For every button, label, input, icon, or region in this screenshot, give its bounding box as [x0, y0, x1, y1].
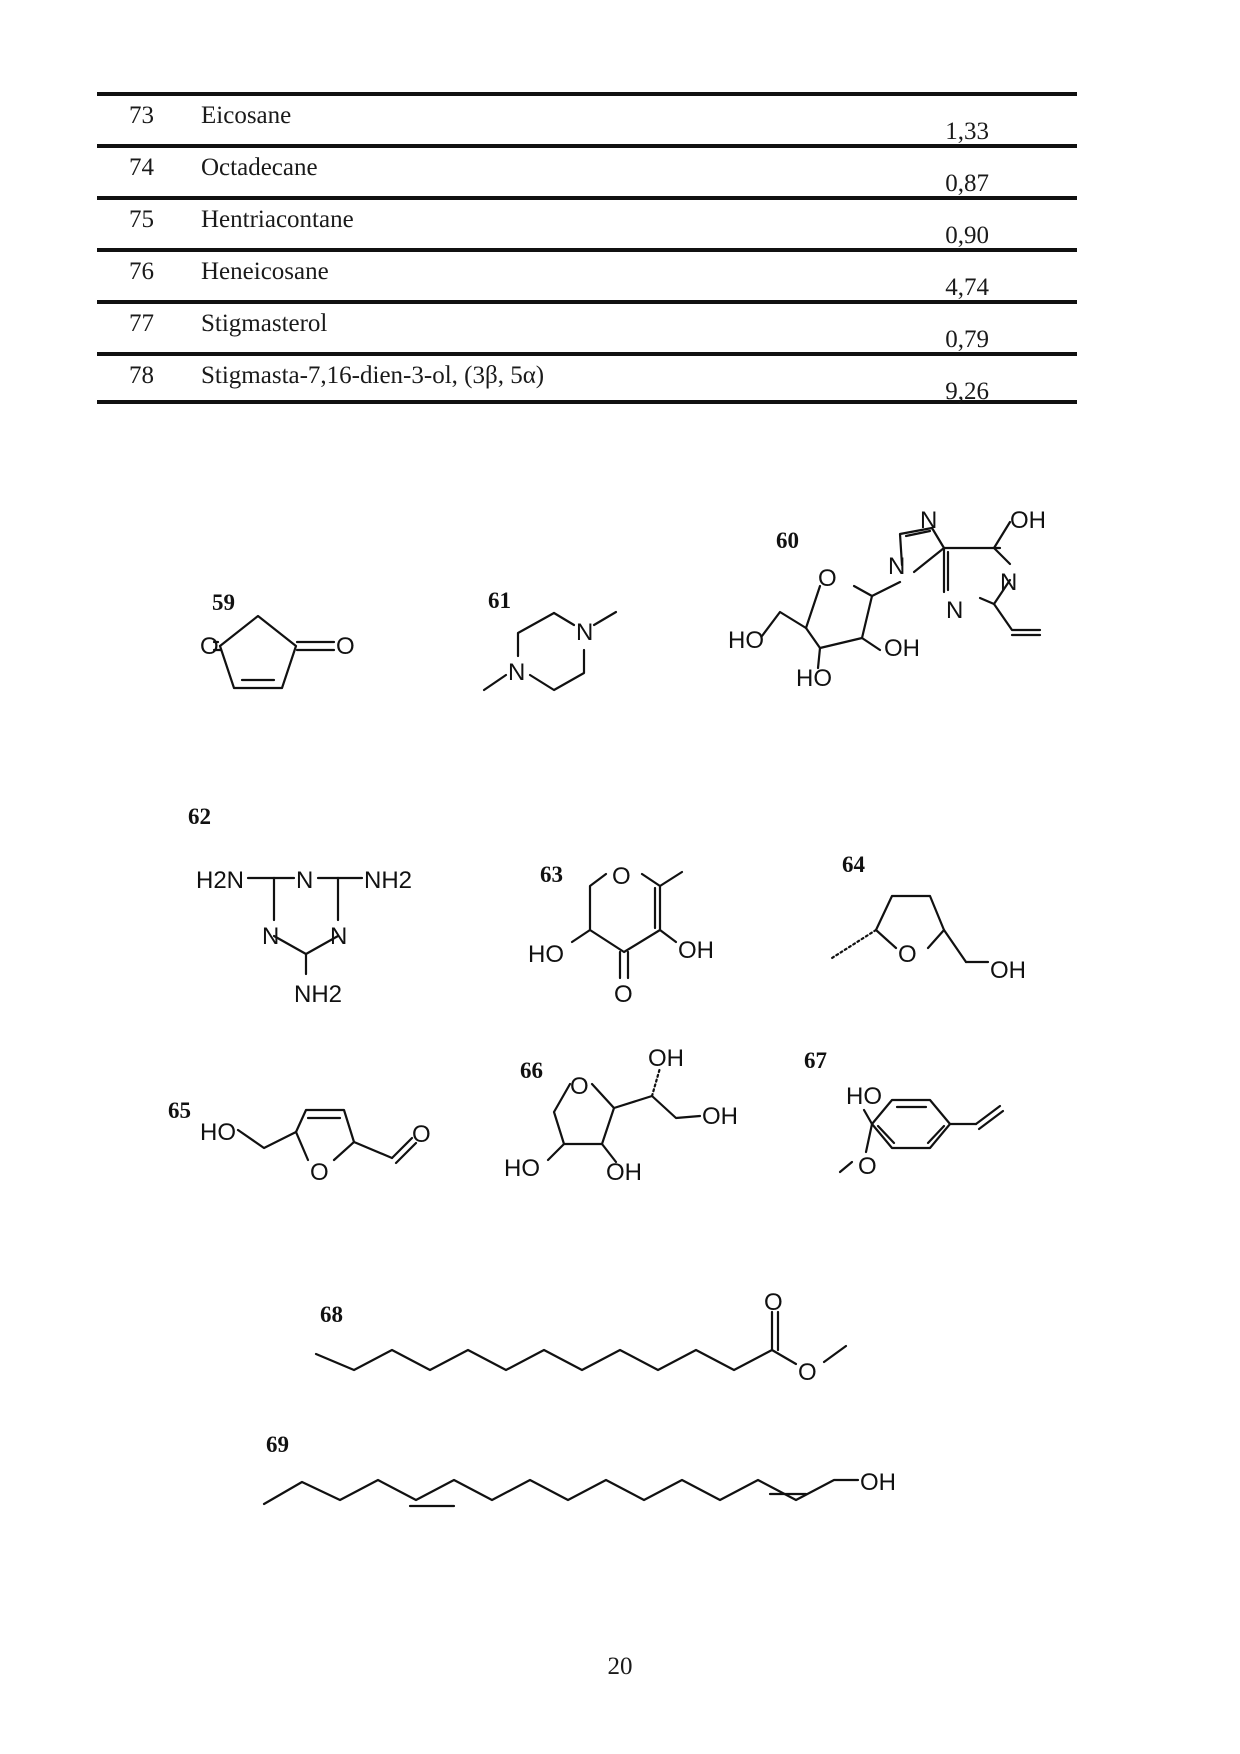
structure-label: 68	[320, 1302, 343, 1327]
compound-name: Stigmasta-7,16-dien-3-ol, (3β, 5α)	[201, 362, 545, 389]
atom-label: HO	[200, 1119, 236, 1146]
atom-label: HO	[846, 1083, 882, 1110]
atom-label: OH	[648, 1045, 684, 1072]
atom-label: O	[310, 1159, 329, 1186]
structure-67	[804, 1048, 1003, 1180]
structure-label: 64	[842, 852, 865, 877]
compound-name: Octadecane	[201, 154, 318, 181]
structure-60	[728, 507, 1046, 692]
atom-label: H2N	[196, 867, 245, 894]
row-number: 73	[129, 102, 154, 129]
atom-label: N	[920, 507, 938, 534]
atom-label: OH	[1010, 507, 1046, 534]
structure-label: 59	[212, 590, 235, 615]
row-number: 74	[129, 154, 154, 181]
atom-label: N	[1000, 569, 1018, 596]
atom-label: O	[898, 941, 917, 968]
structure-label: 69	[266, 1432, 289, 1457]
percentage-value: 4,74	[945, 274, 989, 301]
structure-69	[264, 1432, 896, 1506]
atom-label: N	[576, 619, 594, 646]
compound-name: Stigmasterol	[201, 310, 328, 337]
atom-label: N	[888, 553, 906, 580]
atom-label: OH	[990, 957, 1026, 984]
percentage-value: 0,87	[945, 170, 989, 197]
atom-label: HO	[528, 941, 564, 968]
atom-label: N	[330, 923, 348, 950]
page-number: 20	[607, 1653, 633, 1680]
atom-label: N	[296, 867, 314, 894]
structure-label: 61	[488, 588, 511, 613]
atom-label: HO	[504, 1155, 540, 1182]
structure-label: 65	[168, 1098, 191, 1123]
atom-label: O	[858, 1153, 877, 1180]
compound-name: Hentriacontane	[201, 206, 354, 233]
atom-label: NH2	[294, 981, 343, 1008]
atom-label: N	[262, 923, 280, 950]
atom-label: OH	[606, 1159, 642, 1186]
atom-label: HO	[728, 627, 764, 654]
atom-label: O	[818, 565, 837, 592]
atom-label: O	[614, 981, 633, 1008]
atom-label: O	[570, 1073, 589, 1100]
structure-label: 63	[540, 862, 563, 887]
structure-label: 62	[188, 804, 211, 829]
structure-65	[168, 1098, 431, 1186]
percentage-value: 1,33	[945, 118, 989, 145]
structure-66	[504, 1045, 738, 1186]
row-number: 75	[129, 206, 154, 233]
atom-label: O	[336, 633, 355, 660]
atom-label: OH	[860, 1469, 896, 1496]
structure-label: 66	[520, 1058, 543, 1083]
percentage-value: 0,90	[945, 222, 989, 249]
structure-59	[200, 590, 355, 688]
atom-label: HO	[796, 665, 832, 692]
atom-label: N	[946, 597, 964, 624]
percentage-value: 9,26	[945, 378, 989, 405]
row-number: 77	[129, 310, 154, 337]
compound-name: Heneicosane	[201, 258, 329, 285]
compound-name: Eicosane	[201, 102, 292, 129]
structure-68	[316, 1289, 846, 1386]
atom-label: O	[612, 863, 631, 890]
atom-label: NH2	[364, 867, 413, 894]
structure-label: 67	[804, 1048, 827, 1073]
structure-64	[832, 852, 1026, 984]
structure-61	[484, 588, 616, 690]
structure-label: 60	[776, 528, 799, 553]
atom-label: O	[798, 1359, 817, 1386]
atom-label: O	[764, 1289, 783, 1316]
percentage-value: 0,79	[945, 326, 989, 353]
atom-label: O	[200, 633, 219, 660]
structure-63	[528, 862, 714, 1008]
row-number: 78	[129, 362, 154, 389]
structure-62	[188, 804, 412, 1008]
atom-label: N	[508, 659, 526, 686]
row-number: 76	[129, 258, 154, 285]
atom-label: OH	[884, 635, 920, 662]
atom-label: OH	[678, 937, 714, 964]
atom-label: O	[412, 1121, 431, 1148]
atom-label: OH	[702, 1103, 738, 1130]
